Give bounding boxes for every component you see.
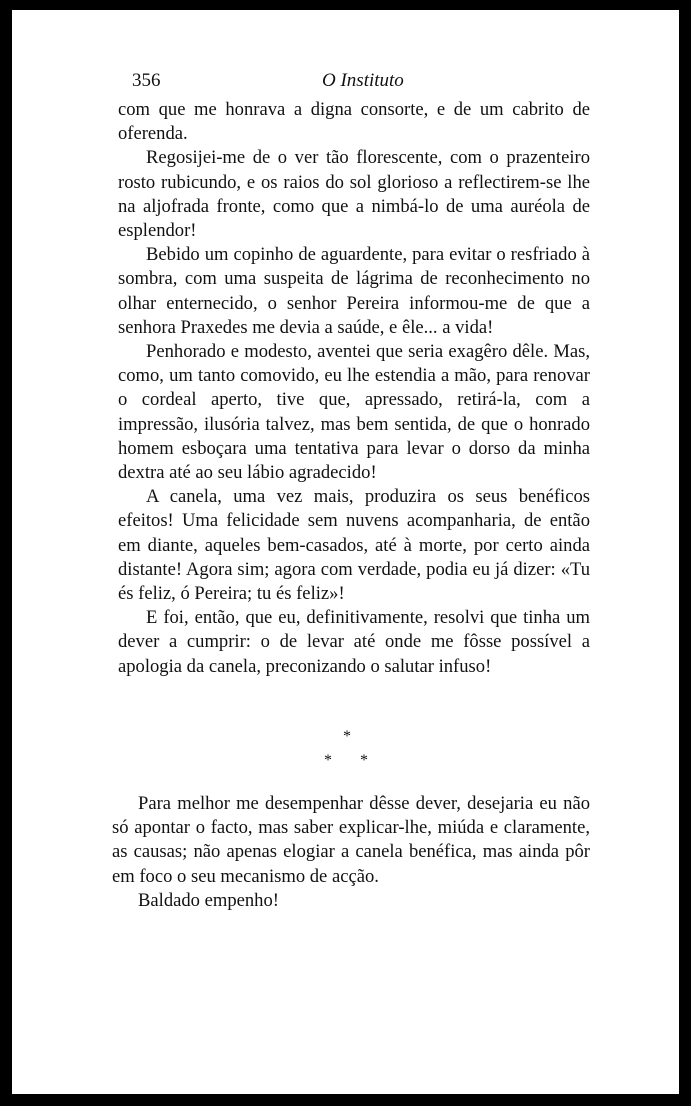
- asterisk-top: *: [343, 728, 351, 745]
- paragraph-7: Para melhor me desempenhar dêsse dever, desejaria eu não só apontar o facto, mas saber explicar-lhe, miúda e claramente, as causas; não apenas elogiar a canela benéfica, mas ainda pôr em foco o seu mecanismo de acção.: [112, 793, 590, 887]
- paragraph-6: E foi, então, que eu, definitivamente, resolvi que tinha um dever a cumprir: o de levar até onde me fôsse possível a apologia da canela, preconizando o salutar infuso!: [118, 607, 590, 677]
- text-block-after-break: [112, 792, 590, 913]
- paragraph-1: com que me honrava a digna consorte, e de um cabrito de oferenda.: [118, 99, 590, 145]
- asterisk-right: *: [360, 752, 368, 769]
- asterisk-left: *: [324, 752, 332, 769]
- section-break-asterism: [300, 728, 380, 776]
- paragraph-2: Regosijei-me de o ver tão florescente, com o prazenteiro rosto rubicundo, e os raios do sol glorioso a reflectirem-se lhe na aljofrada fronte, como que a nimbá-lo de uma auréola de esplendor!: [118, 147, 590, 242]
- paragraph-5: A canela, uma vez mais, produzira os seus benéficos efeitos! Uma felicidade sem nuvens acompanharia, de então em diante, aqueles bem-casados, até à morte, por certo ainda distante! Agora sim; agora com verdade, podia eu já dizer: «Tu és feliz, ó Pereira; tu és feliz»!: [118, 486, 590, 605]
- page-header: [132, 70, 602, 100]
- paragraph-4: Penhorado e modesto, aventei que seria exagêro dêle. Mas, como, um tanto comovido, eu lhe estendia a mão, para renovar o cordeal aperto, tive que, apressado, retirá-la, com a impressão, ilusória talvez, mas bem sentida, de que o honrado homem esboçara uma tentativa para levar o dorso da minha dextra até ao seu lábio agradecido!: [118, 341, 590, 484]
- paragraph-8: Baldado empenho!: [138, 889, 279, 911]
- page-number: 356: [132, 70, 161, 91]
- paragraph-3: Bebido um copinho de aguardente, para evitar o resfriado à sombra, com uma suspeita de lágrima de reconhecimento no olhar enternecido, o senhor Pereira informou-me de que a senhora Praxedes me devia a saúde, e êle... a vida!: [118, 244, 590, 338]
- running-title: O Instituto: [322, 70, 404, 91]
- main-text-block: [118, 98, 590, 679]
